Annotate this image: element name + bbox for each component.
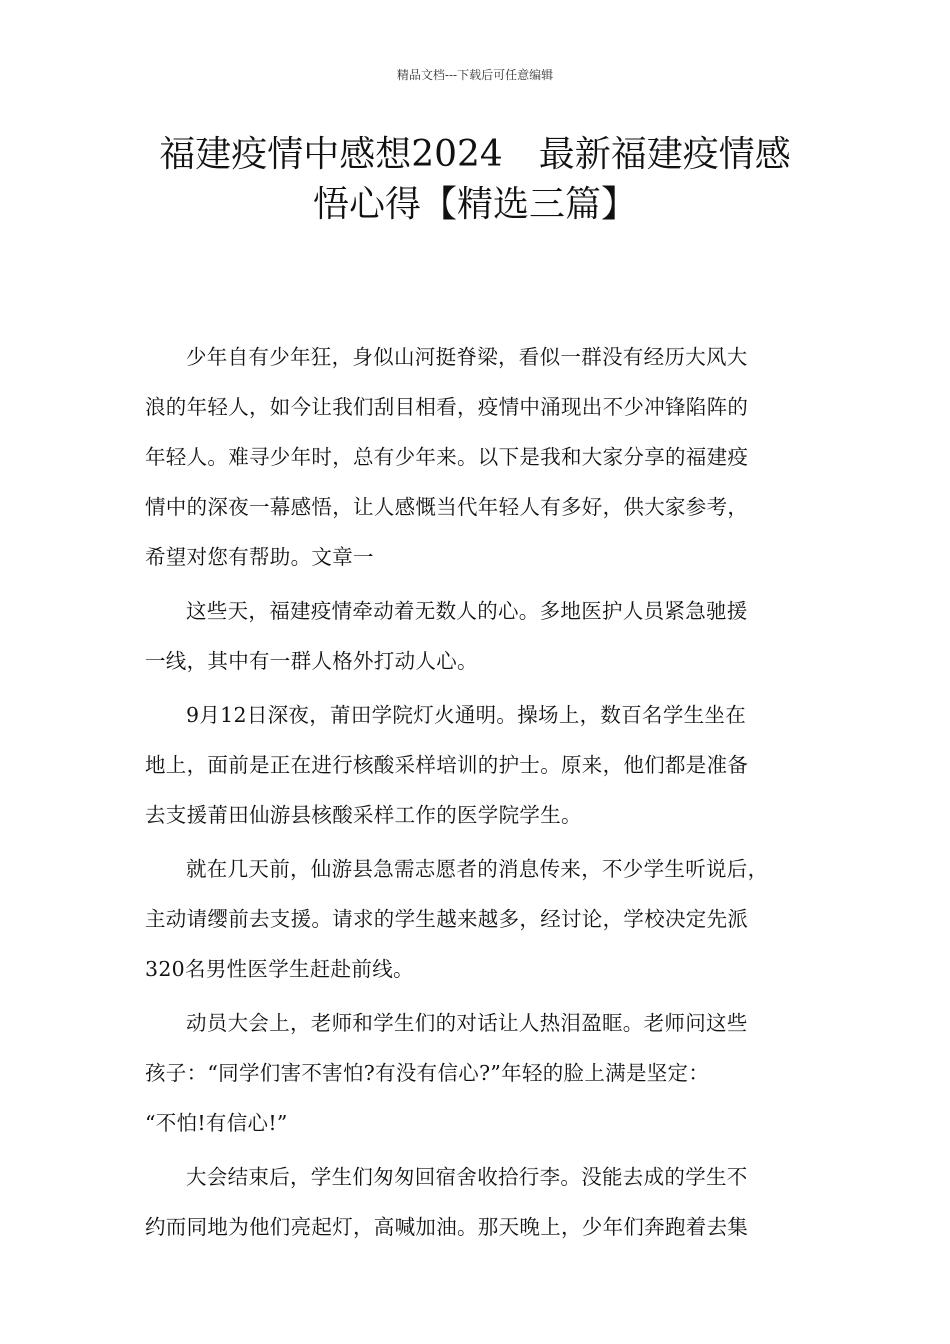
paragraph-line: 年轻人。难寻少年时，总有少年来。以下是我和大家分享的福建疫: [145, 445, 749, 469]
paragraph: [145, 1152, 810, 1252]
paragraph: [145, 998, 810, 1148]
paragraph: [145, 690, 810, 840]
paragraph-line: 320名男性医学生赶赴前线。: [145, 957, 414, 981]
paragraph-line: 孩子：“同学们害不害怕?有没有信心?”年轻的脸上满是坚定：: [145, 1061, 710, 1085]
document-title: [120, 130, 830, 230]
paragraph-line: 主动请缨前去支援。请求的学生越来越多，经讨论，学校决定先派: [145, 907, 749, 931]
paragraph-line: 浪的年轻人，如今让我们刮目相看，疫情中涌现出不少冲锋陷阵的: [145, 395, 749, 419]
paragraph-line: 去支援莆田仙游县核酸采样工作的医学院学生。: [145, 803, 582, 827]
paragraph: [145, 844, 810, 994]
paragraph-line: “不怕!有信心!”: [145, 1111, 288, 1135]
title-line-1: 福建疫情中感想2024 最新福建疫情感: [159, 134, 791, 175]
paragraph-line: 情中的深夜一幕感悟，让人感慨当代年轻人有多好，供大家参考，: [145, 495, 749, 519]
document-body: [145, 332, 810, 1256]
paragraph: [145, 586, 810, 686]
header-note: 精品文档---下载后可任意编辑: [396, 68, 554, 82]
paragraph-line: 这些天，福建疫情牵动着无数人的心。多地医护人员紧急驰援: [186, 599, 748, 623]
title-line-2: 悟心得【精选三篇】: [312, 184, 637, 225]
paragraph-line: 地上，面前是正在进行核酸采样培训的护士。原来，他们都是准备: [145, 753, 749, 777]
paragraph-line: 希望对您有帮助。文章一: [145, 545, 374, 569]
paragraph-line: 约而同地为他们亮起灯，高喊加油。那天晚上，少年们奔跑着去集: [145, 1215, 749, 1239]
paragraph-line: 动员大会上，老师和学生们的对话让人热泪盈眶。老师问这些: [186, 1011, 748, 1035]
paragraph-line: 就在几天前，仙游县急需志愿者的消息传来，不少学生听说后，: [186, 857, 769, 881]
paragraph-line: 9月12日深夜，莆田学院灯火通明。操场上，数百名学生坐在: [186, 703, 747, 727]
paragraph: [145, 332, 810, 582]
paragraph-line: 一线，其中有一群人格外打动人心。: [145, 649, 478, 673]
paragraph-line: 大会结束后，学生们匆匆回宿舍收拾行李。没能去成的学生不: [186, 1165, 748, 1189]
paragraph-line: 少年自有少年狂，身似山河挺脊梁，看似一群没有经历大风大: [186, 345, 748, 369]
